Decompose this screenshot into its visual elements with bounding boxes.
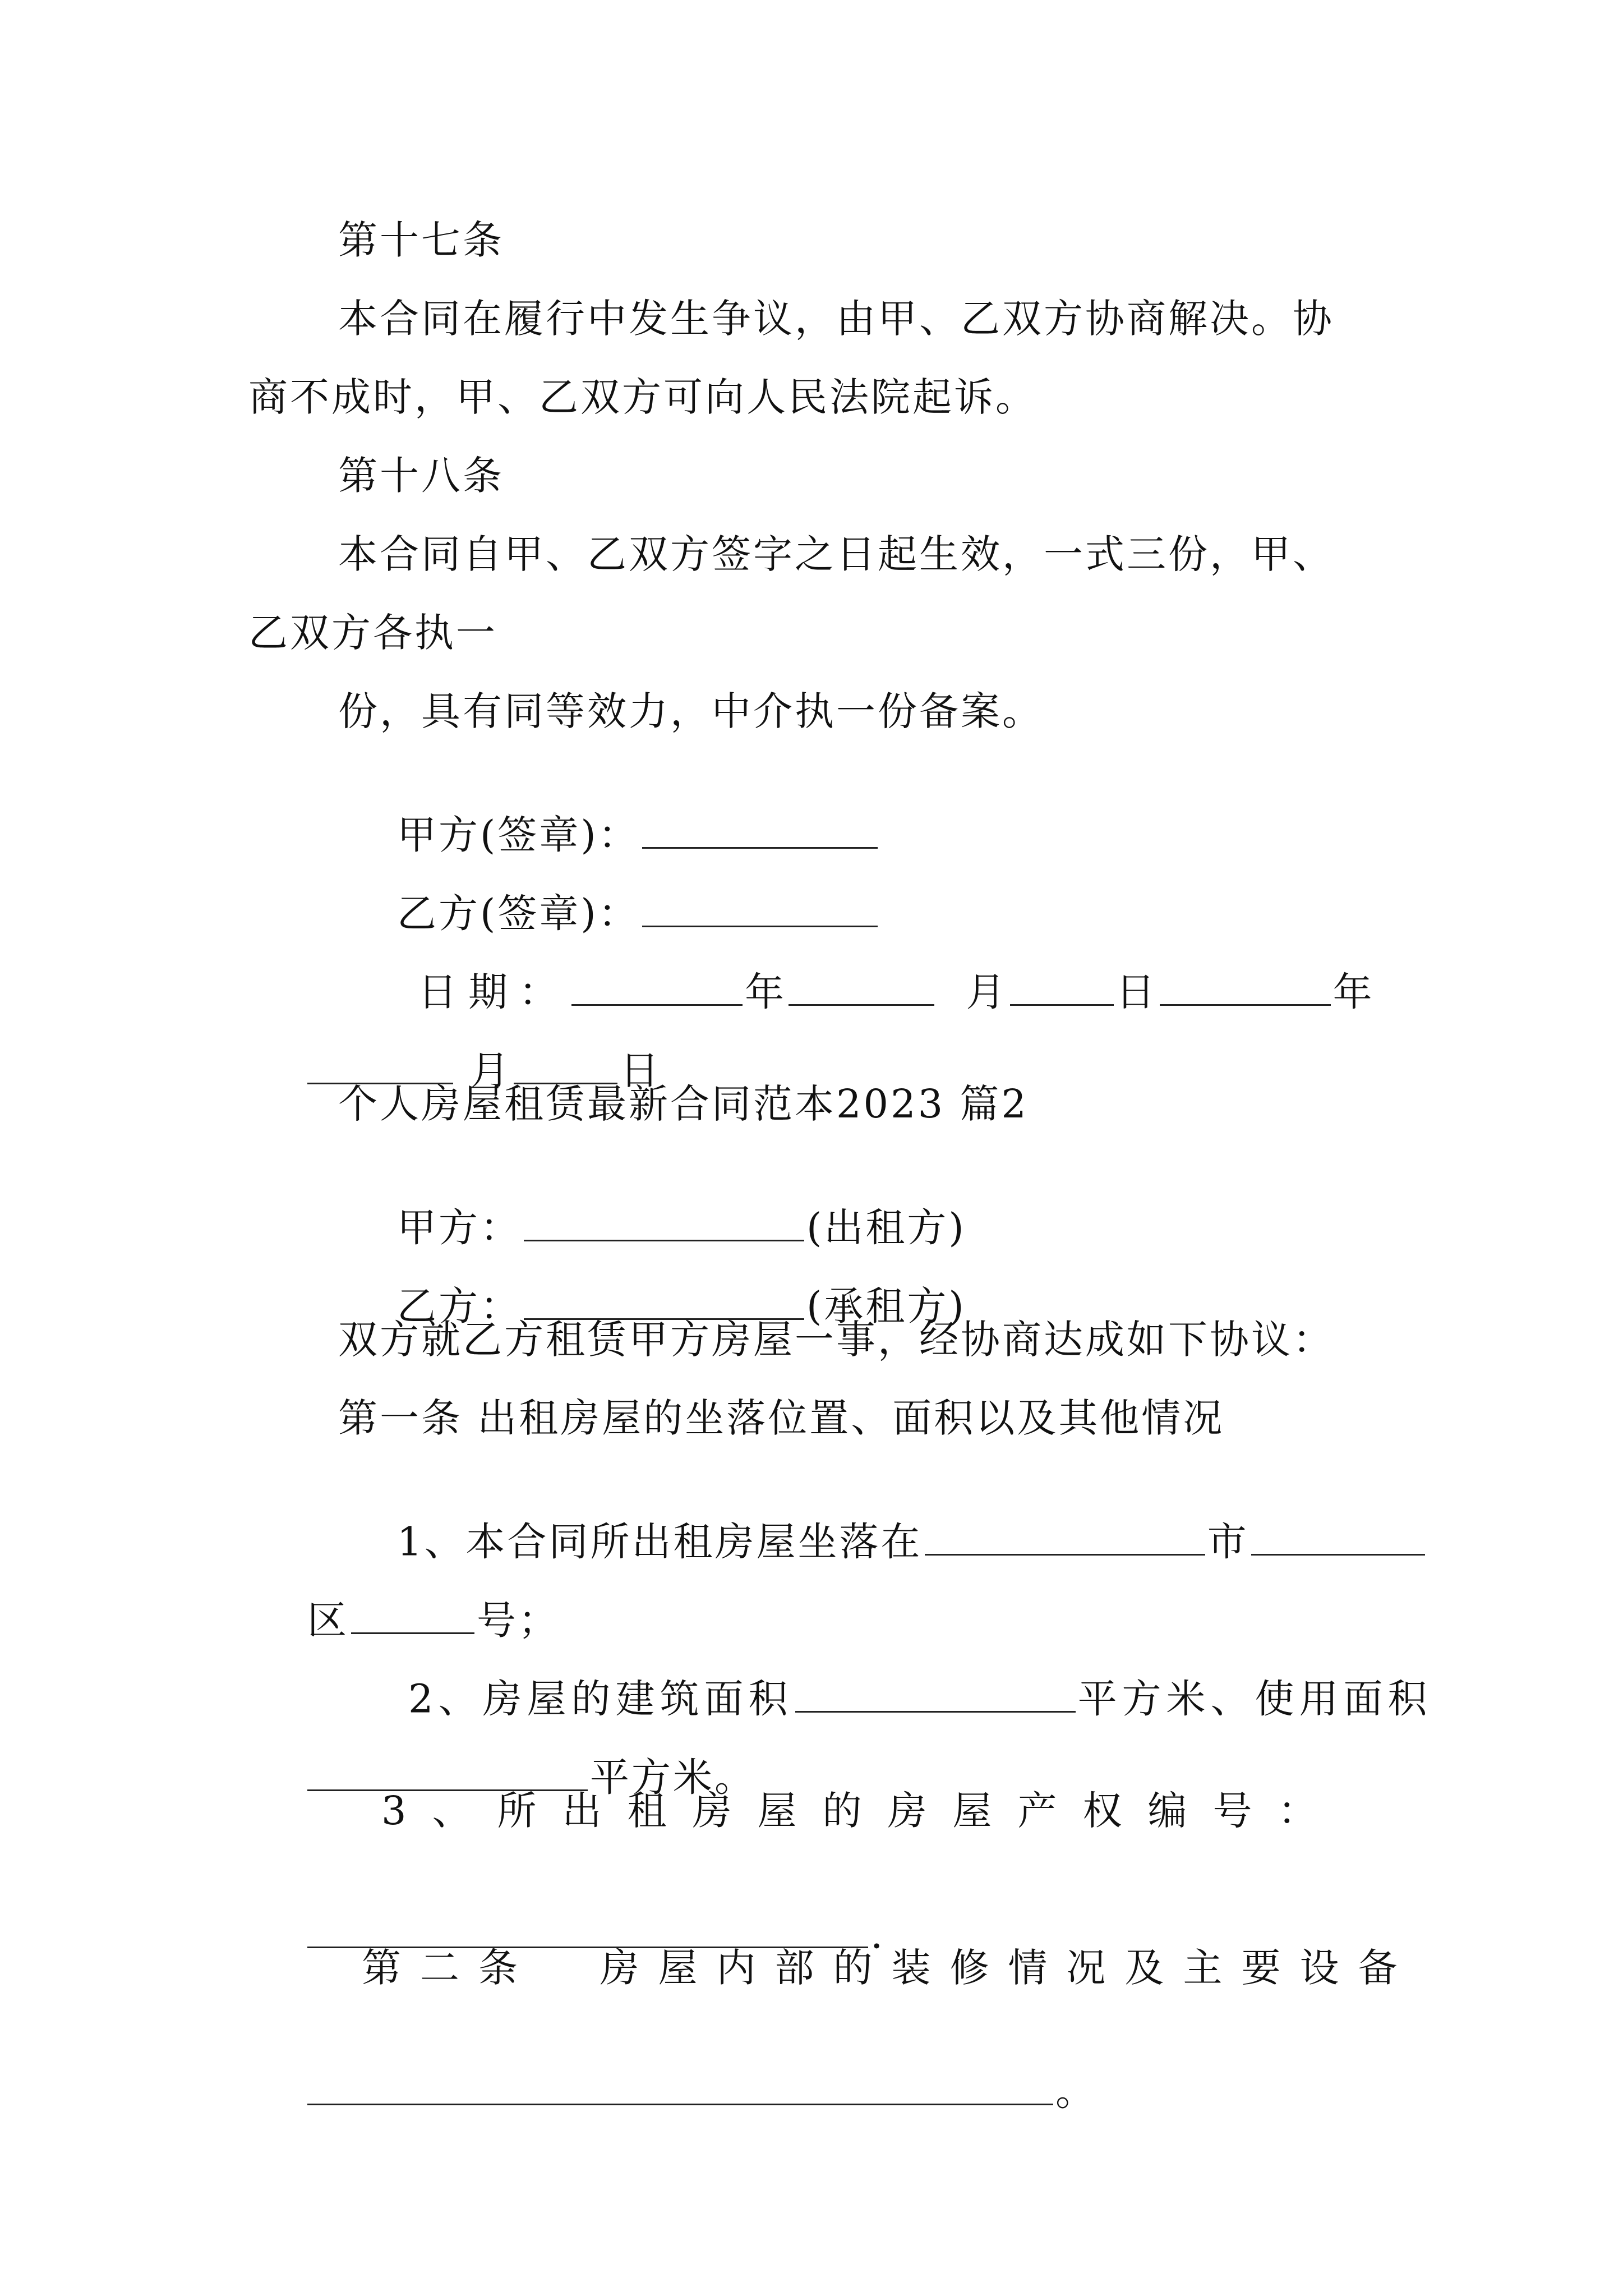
article1-number-blank[interactable] — [351, 1595, 474, 1634]
article1-district-label: 区 — [307, 1597, 349, 1644]
article18-paragraph-line2: 乙双方各执一 — [248, 610, 497, 656]
date-label: 日期： — [418, 969, 570, 1015]
article2-equipment-line — [248, 2027, 1097, 2151]
contract2-party-b-role: (承租方) — [806, 1283, 966, 1329]
date-month-blank-1[interactable] — [789, 967, 934, 1006]
date-day-blank-1[interactable] — [1010, 967, 1114, 1006]
article1-item2-text: 2、房屋的建筑面积 — [408, 1676, 793, 1722]
article1-item3-end: . — [870, 1911, 886, 1958]
contract2-party-b-blank[interactable] — [524, 1281, 804, 1320]
article1-item2-usable-text: 平方米、使用面积 — [1077, 1676, 1432, 1722]
contract2-party-a-label: 甲方： — [397, 1204, 522, 1251]
article17-heading: 第十七条 — [338, 217, 504, 263]
date-month-blank-2[interactable] — [307, 1045, 453, 1084]
date-year-blank-1[interactable] — [571, 967, 743, 1006]
date-day-blank-2[interactable] — [514, 1045, 617, 1084]
party-a-signature-label: 甲方(签章)： — [397, 812, 640, 858]
article2-equipment-blank[interactable] — [307, 2066, 1053, 2105]
date-month-label-2: 月 — [470, 1047, 512, 1094]
date-day-label-2: 日 — [620, 1047, 662, 1094]
article18-paragraph-line3: 份，具有同等效力，中介执一份备案。 — [338, 688, 1044, 734]
contract2-party-a-blank[interactable] — [524, 1202, 804, 1241]
contract2-party-b-label: 乙方： — [397, 1283, 522, 1329]
party-b-signature-label: 乙方(签章)： — [397, 890, 640, 937]
article1-city-blank[interactable] — [925, 1516, 1205, 1556]
article2-heading: 第二条 房屋内部的装修情况及主要设备 — [362, 1945, 1417, 1991]
article1-usable-area-blank[interactable] — [307, 1752, 588, 1791]
contract2-title: 个人房屋租赁最新合同范本2023 篇2 — [338, 1081, 1029, 1127]
article18-heading: 第十八条 — [338, 453, 504, 499]
article1-property-number-blank[interactable] — [307, 1909, 868, 1948]
party-a-signature-blank[interactable] — [642, 809, 878, 849]
date-month-label-1: 月 — [966, 969, 1008, 1015]
article17-paragraph-line2: 商不成时，甲、乙双方可向人民法院起诉。 — [248, 374, 1037, 420]
article1-heading: 第一条 出租房屋的坐落位置、面积以及其他情况 — [338, 1395, 1225, 1441]
article17-paragraph-line1: 本合同在履行中发生争议，由甲、乙双方协商解决。协 — [338, 296, 1334, 342]
date-year-label-1: 年 — [745, 969, 787, 1015]
date-year-blank-2[interactable] — [1160, 967, 1331, 1006]
contract2-party-a-role: (出租方) — [806, 1204, 966, 1251]
party-b-signature-blank[interactable] — [642, 888, 878, 927]
article2-end: 。 — [1055, 2068, 1098, 2115]
article1-item3-line1: 3、所出租房屋的房屋产权编号： — [381, 1788, 1343, 1834]
article1-item1-text: 1、本合同所出租房屋坐落在 — [397, 1519, 923, 1565]
article1-district-blank-start[interactable] — [1251, 1516, 1425, 1556]
article18-paragraph-line1: 本合同自甲、乙双方签字之日起生效，一式三份，甲、 — [338, 531, 1334, 577]
date-year-label-2: 年 — [1332, 969, 1375, 1015]
contract2-intro: 双方就乙方租赁甲方房屋一事，经协商达成如下协议： — [338, 1317, 1334, 1363]
date-day-label-1: 日 — [1115, 969, 1158, 1015]
article1-city-label: 市 — [1207, 1519, 1249, 1565]
article1-building-area-blank[interactable] — [795, 1673, 1076, 1713]
article1-number-label: 号； — [477, 1597, 560, 1644]
article1-item2-end: 平方米。 — [590, 1754, 757, 1801]
